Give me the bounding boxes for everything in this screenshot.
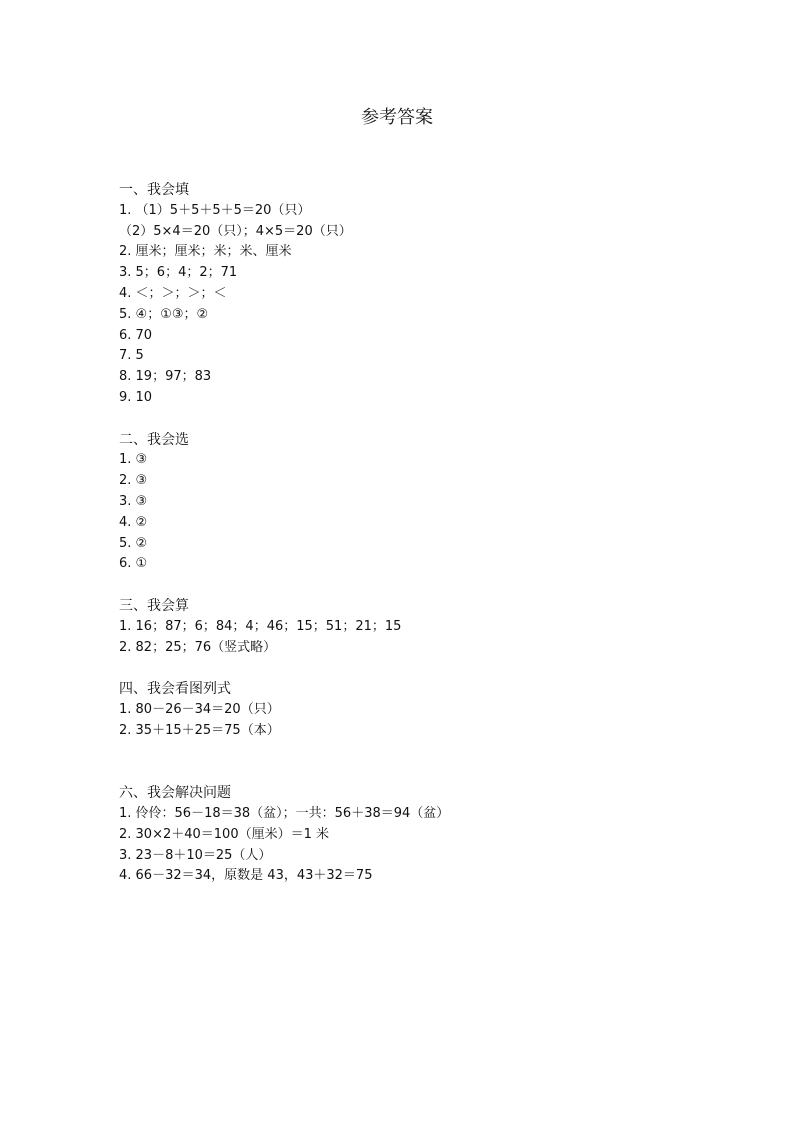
answer-line: 6. 70 — [119, 327, 153, 343]
section-heading-picture-equation: 四、我会看图列式 — [119, 681, 231, 698]
answer-content — [119, 180, 719, 887]
answer-line: 7. 5 — [119, 348, 144, 364]
answer-line: 3. ③ — [119, 493, 148, 509]
answer-line: 2. 30×2＋40＝100（厘米）＝1 米 — [119, 826, 329, 842]
section-spacer — [119, 409, 719, 430]
answer-line: 3. 23－8＋10＝25（人） — [119, 847, 272, 863]
answer-line: 1. （1）5＋5＋5＋5＝20（只） — [119, 202, 311, 218]
answer-line: （2）5×4＝20（只）；4×5＝20（只） — [119, 223, 352, 239]
answer-line: 5. ④；①③；② — [119, 306, 209, 322]
answer-line: 2. ③ — [119, 473, 148, 489]
answer-line: 2. 82；25；76（竖式略） — [119, 639, 277, 655]
section-heading-solve-problems: 六、我会解决问题 — [119, 785, 231, 802]
answer-line: 9. 10 — [119, 389, 153, 405]
section-spacer — [119, 742, 719, 784]
answer-line: 1. 16；87；6；84；4；46；15；51；21；15 — [119, 618, 402, 634]
section-spacer — [119, 575, 719, 596]
answer-line: 5. ② — [119, 535, 148, 551]
answer-line: 1. 80－26－34＝20（只） — [119, 701, 280, 717]
answer-line: 8. 19；97；83 — [119, 369, 212, 385]
section-heading-calculate: 三、我会算 — [119, 597, 189, 614]
answer-line: 4. ＜；＞；＞；＜ — [119, 285, 227, 301]
page-title: 参考答案 — [361, 107, 433, 128]
section-heading-choose: 二、我会选 — [119, 431, 189, 448]
answer-line: 1. ③ — [119, 452, 148, 468]
answer-line: 1. 伶伶：56－18＝38（盆）；一共：56＋38＝94（盆） — [119, 805, 450, 821]
answer-line: 6. ① — [119, 556, 148, 572]
answer-line: 2. 厘米；厘米；米；米、厘米 — [119, 244, 292, 260]
answer-line: 2. 35＋15＋25＝75（本） — [119, 722, 280, 738]
answer-line: 4. 66－32＝34，原数是 43，43＋32＝75 — [119, 868, 373, 884]
section-spacer — [119, 658, 719, 679]
answer-line: 4. ② — [119, 514, 148, 530]
answer-line: 3. 5；6；4；2；71 — [119, 265, 238, 281]
section-heading-fill: 一、我会填 — [119, 182, 189, 198]
